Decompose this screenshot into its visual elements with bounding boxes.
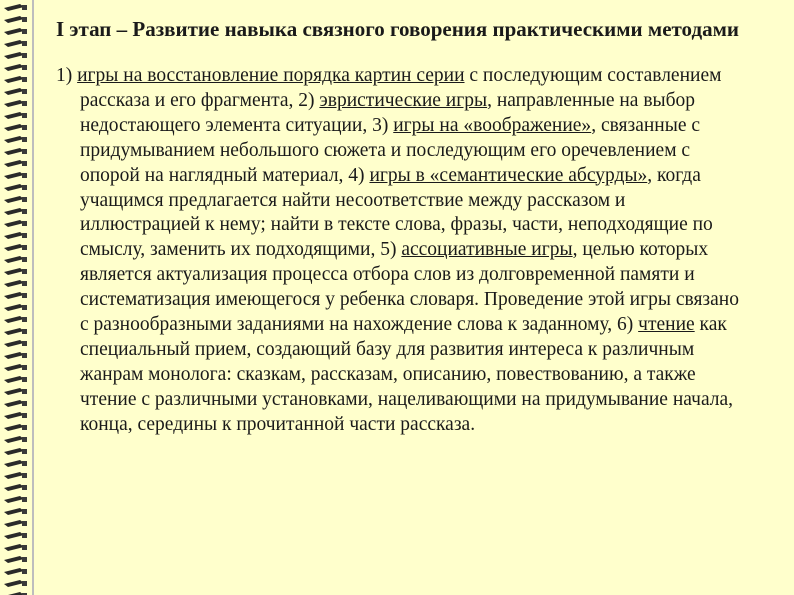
slide-title: I этап – Развитие навыка связного говорения практическими методами xyxy=(56,17,739,41)
binding-hole-icon xyxy=(22,353,27,358)
binding-ring-icon xyxy=(4,328,24,335)
binding-hole-icon xyxy=(22,5,27,10)
body-text: , целью которых является актуализация процесса отбора слов из долговременной памяти и систематизация имеющегося у ребенка словаря. Проведение этой игры связано с разнообразными заданиями на нахождение слова к заданному, 6) xyxy=(80,239,739,336)
slide-content xyxy=(50,14,750,438)
binding-ring-icon xyxy=(4,256,24,263)
binding-hole-icon xyxy=(22,29,27,34)
binding-ring-icon xyxy=(4,292,24,299)
binding-hole-icon xyxy=(22,101,27,106)
binding-hole-icon xyxy=(22,185,27,190)
binding-hole-icon xyxy=(22,533,27,538)
binding-hole-icon xyxy=(22,197,27,202)
binding-hole-icon xyxy=(22,161,27,166)
binding-ring-icon xyxy=(4,280,24,287)
binding-hole-icon xyxy=(22,65,27,70)
binding-hole-icon xyxy=(22,41,27,46)
binding-ring-icon xyxy=(4,448,24,455)
binding-ring-icon xyxy=(4,424,24,431)
binding-hole-icon xyxy=(22,125,27,130)
binding-hole-icon xyxy=(22,329,27,334)
binding-hole-icon xyxy=(22,437,27,442)
binding-ring-icon xyxy=(4,316,24,323)
binding-ring-icon xyxy=(4,52,24,59)
binding-ring-icon xyxy=(4,556,24,563)
binding-ring-icon xyxy=(4,508,24,515)
binding-ring-icon xyxy=(4,64,24,71)
method-1-link: игры на восстановление порядка картин серии xyxy=(77,65,465,86)
binding-ring-icon xyxy=(4,220,24,227)
binding-hole-icon xyxy=(22,377,27,382)
binding-ring-icon xyxy=(4,112,24,119)
binding-hole-icon xyxy=(22,581,27,586)
binding-hole-icon xyxy=(22,569,27,574)
binding-ring-icon xyxy=(4,196,24,203)
binding-hole-icon xyxy=(22,341,27,346)
method-2-link: эвристические игры xyxy=(319,89,488,111)
binding-hole-icon xyxy=(22,209,27,214)
body-text: , связанные с придумыванием небольшого сюжета и последующим его оречевлением с опорой на наглядный материал, 4) xyxy=(80,114,701,186)
binding-ring-icon xyxy=(4,520,24,527)
binding-ring-icon xyxy=(4,208,24,215)
binding-hole-icon xyxy=(22,257,27,262)
binding-hole-icon xyxy=(22,245,27,250)
binding-hole-icon xyxy=(22,233,27,238)
binding-hole-icon xyxy=(22,305,27,310)
binding-ring-icon xyxy=(4,544,24,551)
binding-hole-icon xyxy=(22,137,27,142)
binding-ring-icon xyxy=(4,436,24,443)
margin-line xyxy=(32,0,34,595)
binding-ring-icon xyxy=(4,532,24,539)
binding-hole-icon xyxy=(22,89,27,94)
binding-ring-icon xyxy=(4,28,24,35)
binding-ring-icon xyxy=(4,88,24,95)
binding-hole-icon xyxy=(22,17,27,22)
binding-ring-icon xyxy=(4,124,24,131)
binding-ring-icon xyxy=(4,160,24,167)
binding-hole-icon xyxy=(22,413,27,418)
binding-hole-icon xyxy=(22,317,27,322)
binding-ring-icon xyxy=(4,232,24,239)
binding-hole-icon xyxy=(22,149,27,154)
binding-hole-icon xyxy=(22,509,27,514)
binding-ring-icon xyxy=(4,172,24,179)
binding-ring-icon xyxy=(4,496,24,503)
method-5-link: ассоциативные игры xyxy=(401,239,573,261)
binding-ring-icon xyxy=(4,244,24,251)
body-text: , когда учащимся предлагается найти несоответствие между рассказом и иллюстрацией к нему; найти в тексте слова, фразы, части, неподходящие по смыслу, заменить их подходящими, 5) xyxy=(80,164,713,261)
method-3-link: игры на «воображение» xyxy=(393,114,592,136)
body-text: как специальный прием, создающий базу для развития интереса к различным жанрам монолога: сказкам, рассказам, описанию, повествованию, а также чтение с различными установками, нацеливающими на придумывание начала, конца, середины к прочитанной части рассказа. xyxy=(80,314,734,435)
binding-ring-icon xyxy=(4,472,24,479)
binding-ring-icon xyxy=(4,304,24,311)
binding-hole-icon xyxy=(22,485,27,490)
binding-hole-icon xyxy=(22,269,27,274)
binding-ring-icon xyxy=(4,364,24,371)
binding-ring-icon xyxy=(4,184,24,191)
binding-hole-icon xyxy=(22,113,27,118)
body-text: с последующим составлением рассказа и его фрагмента, 2) xyxy=(80,65,722,111)
binding-hole-icon xyxy=(22,401,27,406)
slide-body xyxy=(56,64,750,438)
binding-ring-icon xyxy=(4,4,24,11)
binding-ring-icon xyxy=(4,580,24,587)
binding-ring-icon xyxy=(4,352,24,359)
binding-ring-icon xyxy=(4,100,24,107)
binding-hole-icon xyxy=(22,461,27,466)
binding-hole-icon xyxy=(22,545,27,550)
binding-hole-icon xyxy=(22,557,27,562)
method-6-link: чтение xyxy=(638,314,695,336)
binding-ring-icon xyxy=(4,376,24,383)
binding-hole-icon xyxy=(22,281,27,286)
binding-hole-icon xyxy=(22,365,27,370)
binding-hole-icon xyxy=(22,173,27,178)
binding-hole-icon xyxy=(22,221,27,226)
binding-ring-icon xyxy=(4,484,24,491)
binding-hole-icon xyxy=(22,389,27,394)
binding-ring-icon xyxy=(4,268,24,275)
binding-hole-icon xyxy=(22,293,27,298)
binding-ring-icon xyxy=(4,136,24,143)
binding-hole-icon xyxy=(22,497,27,502)
binding-ring-icon xyxy=(4,16,24,23)
body-text: 1) xyxy=(56,65,78,86)
binding-ring-icon xyxy=(4,412,24,419)
binding-hole-icon xyxy=(22,521,27,526)
binding-ring-icon xyxy=(4,568,24,575)
binding-ring-icon xyxy=(4,400,24,407)
binding-hole-icon xyxy=(22,473,27,478)
notebook-binding-icon xyxy=(0,0,30,595)
method-4-link: игры в «семантические абсурды» xyxy=(369,164,648,186)
binding-ring-icon xyxy=(4,460,24,467)
binding-hole-icon xyxy=(22,449,27,454)
body-text: , направленные на выбор недостающего элемента ситуации, 3) xyxy=(80,89,696,136)
binding-ring-icon xyxy=(4,340,24,347)
binding-hole-icon xyxy=(22,425,27,430)
binding-hole-icon xyxy=(22,53,27,58)
binding-hole-icon xyxy=(22,77,27,82)
binding-ring-icon xyxy=(4,148,24,155)
binding-ring-icon xyxy=(4,388,24,395)
binding-ring-icon xyxy=(4,40,24,47)
binding-ring-icon xyxy=(4,76,24,83)
